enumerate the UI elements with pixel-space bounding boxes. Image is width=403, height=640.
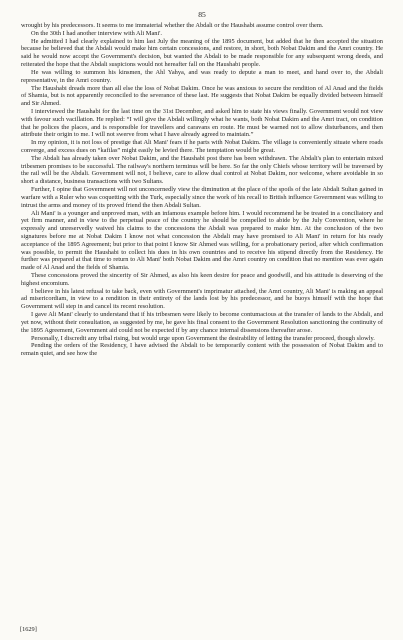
- paragraph: The Abdali has already taken over Nobat Dakim, and the Haushabi post there has been withdrawn. The Abdali's plan to entertain mixed tribesmen promises to be successful. The railway's northern terminus will be here. So far the only Chiefs whose territory will be traversed by the rail will be the Abdali. Government will not, I believe, care to allow dual control at Nobat Dakim, nor welcome, where avoidable in so short a distance, business transactions with two Sultans.: [21, 154, 383, 186]
- paragraph: Pending the orders of the Residency, I have advised the Abdali to be temporarily content with the possession of Nobat Dakim and to remain quiet, and see how the: [21, 342, 383, 358]
- paragraph: He admitted I had clearly explained to him last July the meaning of the 1895 document, but added that he then accepted the situation because he believed that the Abdali would make him certain concessions, and restore, in short, both Nobat Dakim and the Amri country. He said he would now accept the Government's decision, but wanted the Abdali to be made responsible for any subsequent wrong deeds, and reiterated the hope that the Abdali suspicions would not hereafter fall on the Haushabi people.: [21, 37, 383, 69]
- paragraph: wrought by his predecessors. It seems to me immaterial whether the Abdali or the Haushabi assume control over them.: [21, 22, 324, 29]
- paragraph: Personally, I discredit any tribal rising, but would urge upon Government the desirability of letting the transfer proceed, though slowly.: [31, 334, 375, 342]
- body-text: [21, 22, 383, 358]
- paragraph: Further, I opine that Government will not unconcernedly view the diminution at the place of the spoils of the late Abdali Sultan gained in warfare with a Ruler who was coquetting with the Turk, especially since the work of his recall to British influence Government was willing to intrust the arms and money of its proved friend the then Abdali Sultan.: [21, 186, 383, 209]
- paragraph: I believe in his latest refusal to take back, even with Government's imprimatur attached, the Amri country, Ali Mani' is making an appeal ad misericordiam, in view to a rendition in their entirety of the lands lost by his predecessor, and he buoys himself with the hope that Government will step in and cancel its recent resolution.: [21, 287, 383, 311]
- footer-reference: [1629]: [20, 626, 37, 633]
- paragraph: On the 30th I had another interview with Ali Mani'.: [31, 29, 162, 37]
- paragraph: The Haushabi dreads more than all else the loss of Nobat Dakim. Once he was anxious to secure the rendition of Al Anad and the fields of Shamia, but is not apparently reconciled to the severance of these last. He suggests that Nobat Dakim be equally divided between himself and Sir Ahmed.: [21, 84, 383, 108]
- paragraph: I gave Ali Mani' clearly to understand that if his tribesmen were likely to become contumacious at the transfer of lands to the Abdali, and yet now, without their consultation, as suggested by me, he gave his final consent to the Government Resolution sanctioning the continuity of the 1895 Agreement, Government aid could not be expected if by any chance internal dissensions thereafter arose.: [21, 311, 383, 334]
- page-number: 85: [198, 10, 206, 19]
- paragraph: Ali Mani' is a younger and unproved man, with an infamous example before him. I would recommend he be treated in a conciliatory and yet firm manner, and in view to the perpetual peace of the country he should be compelled to abide by the July Convention, where he expressly and unreservedly waived his claims to the concessions the Abdali was prepared to make him. At the conclusion of the two signatures before me at Nobat Dakim I know not what concession the Abdali may have promised to Ali Mani' in return for his ready acceptance of the 1895 Agreement; but prior to that point I know Sir Ahmed was willing, for a probationary period, after which confirmation was possible, to permit the Haushabi to collect his dues in his own countries and to receive his stipend directly from the Residency. He further was prepared at that time to return to Ali Mani' both Nobat Dakim and the Amri country on condition that no mention was ever again made of Al Anad and the fields of Shamia.: [21, 209, 383, 272]
- paragraph: He was willing to summon his kinsmen, the Ahl Yahya, and was ready to depute a man to meet, and hand over to, the Abdali representative, in the Amri country.: [21, 68, 383, 84]
- paragraph: These concessions proved the sincerity of Sir Ahmed, as also his keen desire for peace and goodwill, and his attitude is deserving of the highest encomium.: [21, 272, 383, 287]
- paragraph: In my opinion, it is not loss of prestige that Ali Mani' fears if he parts with Nobat Dakim. The village is conveniently situate where roads converge, and excess dues on “kafilas” might easily be levied there. The temptation would be great.: [21, 139, 383, 154]
- paragraph: I interviewed the Haushabi for the last time on the 31st December, and asked him to state his views finally. Government would not view with favour such vacillation. He replied: “I will give the Abdali willingly what he wants, both Nobat Dakim and the Amri tract, on condition that he polices the places, and is responsible for travellers and caravans en route. He must be warned not to allow disturbances, and then attribute their origin to me. I will not swerve from what I have already agreed to maintain.”: [21, 107, 383, 139]
